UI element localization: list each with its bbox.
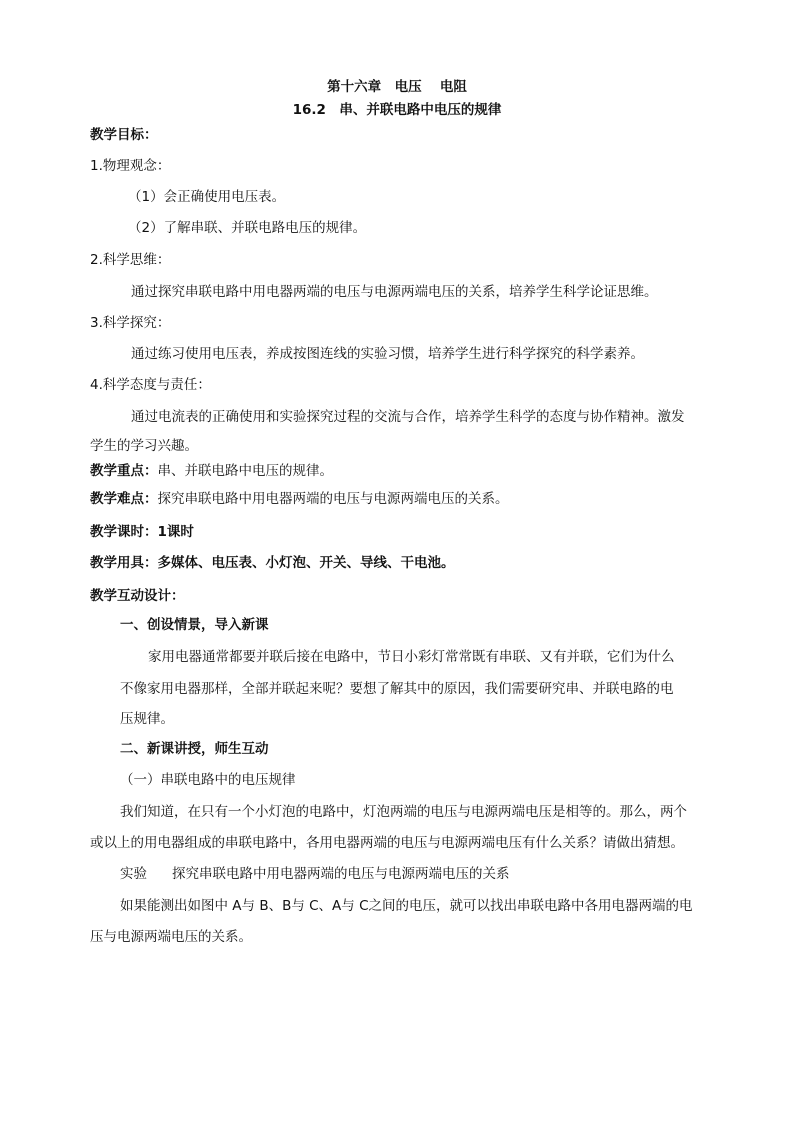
- subsection-1-heading: （一）串联电路中的电压规律: [120, 772, 296, 788]
- part-2-heading: 二、新课讲授，师生互动: [120, 741, 269, 757]
- experiment: [120, 865, 510, 883]
- experiment-label: 实验: [120, 866, 147, 882]
- objective-4-heading: 4.科学态度与责任：: [90, 377, 211, 393]
- objectives-heading: 教学目标：: [90, 127, 158, 143]
- objective-4-text-line-1: 通过电流表的正确使用和实验探究过程的交流与合作，培养学生科学的态度与协作精神。激发: [131, 409, 685, 425]
- part-1-line-1: 家用电器通常都要并联后接在电路中，节日小彩灯常常既有串联、又有并联，它们为什么: [148, 649, 675, 665]
- objective-3-heading: 3.科学探究：: [90, 315, 171, 331]
- experiment-title: 探究串联电路中用电器两端的电压与电源两端电压的关系: [172, 866, 510, 882]
- measure-line-2: 压与电源两端电压的关系。: [90, 929, 252, 945]
- part-1-heading: 一、创设情景，导入新课: [120, 617, 269, 633]
- teaching-hours: 教学课时：1课时: [90, 524, 194, 540]
- key-point: [90, 462, 333, 480]
- objective-1-heading: 1.物理观念：: [90, 158, 171, 174]
- section-title: 16.2 串、并联电路中电压的规律: [292, 102, 502, 118]
- subsection-1-line-1: 我们知道，在只有一个小灯泡的电路中，灯泡两端的电压与电源两端电压是相等的。那么，两个: [120, 804, 687, 820]
- objective-1-item-2: （2）了解串联、并联电路电压的规律。: [128, 220, 367, 236]
- part-1-line-3: 压规律。: [120, 711, 174, 727]
- subsection-1-line-2: 或以上的用电器组成的串联电路中，各用电器两端的电压与电源两端电压有什么关系？请做出猜想。: [90, 835, 684, 851]
- difficulty-text: 探究串联电路中用电器两端的电压与电源两端电压的关系。: [157, 491, 509, 507]
- chapter-title: 第十六章 电压 电阻: [327, 79, 467, 95]
- objective-1-item-1: （1）会正确使用电压表。: [128, 189, 286, 205]
- objective-4-text-line-2: 学生的学习兴趣。: [90, 438, 198, 454]
- objective-2-text: 通过探究串联电路中用电器两端的电压与电源两端电压的关系，培养学生科学论证思维。: [131, 284, 658, 300]
- key-point-text: 串、并联电路中电压的规律。: [157, 463, 333, 479]
- key-point-label: 教学重点：: [90, 463, 158, 479]
- objective-2-heading: 2.科学思维：: [90, 252, 171, 268]
- difficulty-label: 教学难点：: [90, 491, 158, 507]
- measure-line-1: 如果能测出如图中 A与 B、B与 C、A与 C之间的电压，就可以找出串联电路中各用电器两端的电: [120, 898, 693, 914]
- objective-3-text: 通过练习使用电压表，养成按图连线的实验习惯，培养学生进行科学探究的科学素养。: [131, 346, 644, 362]
- design-heading: 教学互动设计：: [90, 588, 185, 604]
- teaching-tools: 教学用具：多媒体、电压表、小灯泡、开关、导线、干电池。: [90, 555, 455, 571]
- part-1-line-2: 不像家用电器那样，全部并联起来呢？要想了解其中的原因，我们需要研究串、并联电路的电: [120, 681, 674, 697]
- difficulty: [90, 490, 509, 508]
